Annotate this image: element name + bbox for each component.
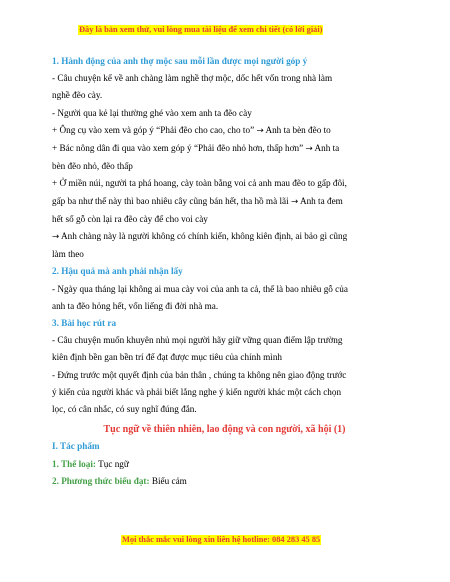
- paragraph-line: hết số gỗ còn lại ra đẽo cày để cho voi cày: [52, 213, 208, 224]
- arrow-right-icon: →: [256, 125, 264, 136]
- paragraph-line: ý kiến của người khác và phải biết lắng nghe ý kiến người khác một cách chọn: [52, 386, 342, 397]
- paragraph-line: - Câu chuyện kể về anh chàng làm nghề thợ mộc, dốc hết vốn trong nhà làm: [52, 73, 333, 84]
- genre-value: Tục ngữ: [96, 458, 129, 469]
- arrow-right-icon: →: [305, 144, 313, 155]
- expression-mode-label: 2. Phương thức biểu đạt:: [52, 475, 150, 486]
- text-segment: Anh chàng này là người không có chính kiến, không kiên định, ai bảo gì cũng: [61, 231, 348, 242]
- paragraph-line: lọc, có cân nhắc, có suy nghĩ đúng đắn.: [52, 404, 197, 415]
- section-1-heading: 1. Hành động của anh thợ mộc sau mỗi lần được mọi người góp ý: [52, 56, 308, 66]
- text-segment: + Bác nông dân đi qua vào xem góp ý “Phải đẽo nhỏ hơn, thấp hơn”: [52, 143, 304, 154]
- section-3-heading: 3. Bài học rút ra: [52, 318, 117, 329]
- genre-label: 1. Thể loại:: [52, 458, 96, 469]
- part-1-heading: I. Tác phẩm: [52, 441, 100, 452]
- hotline-banner: Mọi thắc mắc vui lòng xin liên hệ hotline: 084 283 45 85: [122, 535, 321, 544]
- section-2-heading: 2. Hậu quả mà anh phải nhận lấy: [52, 266, 183, 277]
- genre-line: [52, 456, 397, 473]
- text-segment: Anh ta bèn đẽo to: [265, 124, 331, 135]
- paragraph-line: [52, 140, 397, 158]
- lesson-title: Tục ngữ về thiên nhiên, lao động và con người, xã hội (1): [103, 424, 346, 436]
- text-segment: Anh ta: [314, 143, 340, 154]
- paragraph-line: - Câu chuyện muốn khuyên nhủ mọi người hãy giữ vững quan điểm lập trường: [52, 335, 343, 346]
- arrow-right-icon: →: [290, 196, 299, 207]
- arrow-right-icon: →: [52, 232, 60, 243]
- paragraph-line: + Ở miền núi, người ta phá hoang, cày toàn bằng voi cả anh mau đẽo to gấp đôi,: [52, 178, 347, 189]
- paragraph-line: - Đứng trước một quyết định của bản thân , chúng ta không nên giao động trước: [52, 369, 347, 380]
- paragraph-line: [52, 122, 397, 140]
- paragraph-line: - Người qua kẻ lại thường ghé vào xem anh ta đẽo cày: [52, 107, 252, 118]
- paragraph-line: kiên định bền gan bền trí để đạt được mục tiêu của chính mình: [52, 352, 283, 363]
- text-segment: Anh ta đem: [299, 195, 343, 206]
- paragraph-line: [52, 193, 397, 211]
- text-segment: + Ông cụ vào xem và góp ý “Phải đẽo cho cao, cho to”: [52, 124, 255, 135]
- preview-notice-banner: Đây là bản xem thử, vui lòng mua tài liệu để xem chi tiết (có lời giải): [79, 25, 323, 34]
- expression-mode-value: Biểu cảm: [149, 475, 187, 486]
- document-body: [52, 53, 397, 490]
- paragraph-line: - Ngày qua tháng lại không ai mua cày voi của anh ta cả, thế là bao nhiêu gỗ của: [52, 283, 348, 294]
- paragraph-line: nghề đẽo cày.: [52, 90, 103, 101]
- paragraph-line: làm theo: [52, 249, 84, 260]
- expression-mode-line: [52, 473, 397, 490]
- paragraph-line: bèn đẽo nhỏ, đẽo thấp: [52, 161, 133, 172]
- paragraph-line: anh ta đẽo hỏng hết, vốn liếng đi đời nhà ma.: [52, 300, 219, 311]
- paragraph-line: [52, 228, 397, 246]
- text-segment: gấp ba như thế này thì bao nhiêu cây cũng bán hết, tha hồ mà lãi: [52, 195, 289, 206]
